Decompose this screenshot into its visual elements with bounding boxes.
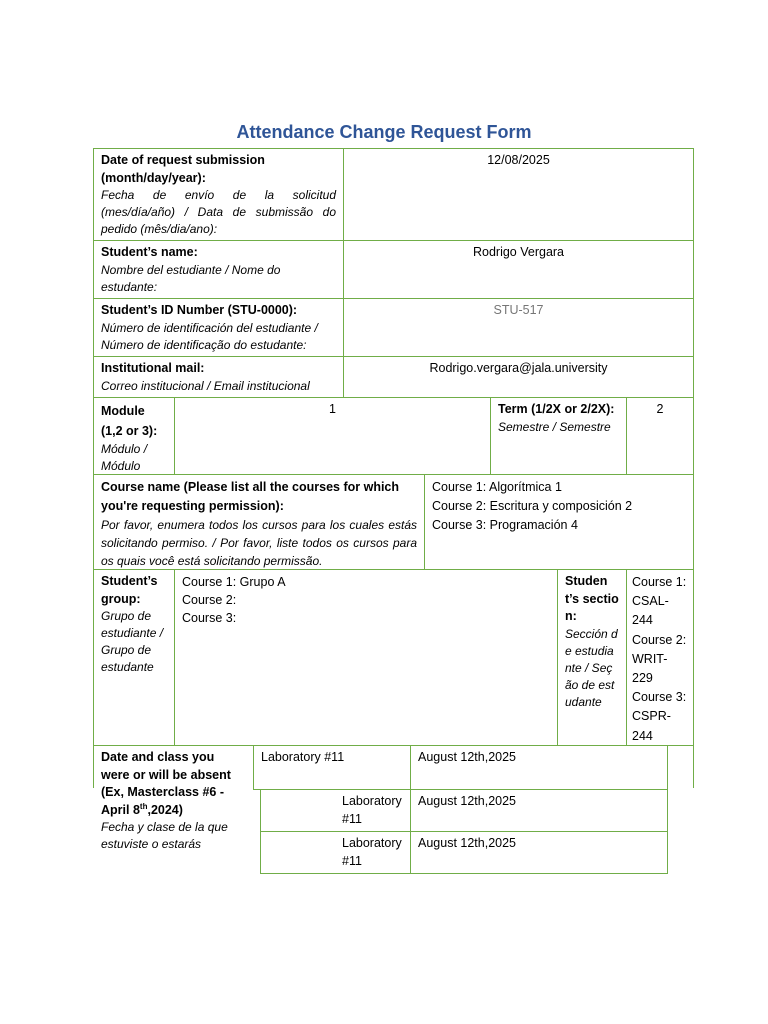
module-label: Module (1,2 or 3): xyxy=(101,404,158,438)
group-course-2: Course 2: xyxy=(182,593,237,607)
student-name-label-cell xyxy=(93,240,344,299)
institutional-mail-value-cell[interactable] xyxy=(343,356,694,398)
absence-class-2-text: Laboratory #11 xyxy=(342,794,402,826)
absence-date-1[interactable] xyxy=(410,745,668,790)
institutional-mail-label-cell xyxy=(93,356,344,398)
student-id-label: Student’s ID Number (STU-0000): xyxy=(101,303,298,317)
module-value: 1 xyxy=(329,402,336,416)
section-course-3: Course 3: CSPR-244 xyxy=(632,690,687,743)
student-name-label: Student’s name: xyxy=(101,245,198,259)
form-title: Attendance Change Request Form xyxy=(236,122,532,142)
request-date-label: Date of request submission (month/day/year): xyxy=(101,153,265,185)
absence-date-1-text: August 12th,2025 xyxy=(418,750,516,764)
student-group-translation: Grupo de estudiante / Grupo de estudante xyxy=(101,609,164,674)
course-3: Course 3: Programación 4 xyxy=(432,518,578,532)
student-id-label-cell xyxy=(93,298,344,357)
absence-class-1-text: Laboratory #11 xyxy=(261,750,345,764)
request-date-value: 12/08/2025 xyxy=(487,153,550,167)
request-date-value-cell[interactable] xyxy=(343,148,694,241)
absence-date-2[interactable] xyxy=(410,789,668,832)
student-section-translation: Sección de estudiante / Seção de estudante xyxy=(565,626,618,709)
institutional-mail-translation: Correo institucional / Email institucional xyxy=(101,378,310,393)
student-section-value-cell[interactable] xyxy=(626,569,694,746)
absence-date-3[interactable] xyxy=(410,831,668,874)
request-date-label-cell xyxy=(93,148,344,241)
absence-class-2[interactable] xyxy=(260,789,411,832)
student-id-value: STU-517 xyxy=(493,303,544,317)
absence-label-cell xyxy=(93,745,254,851)
term-label: Term (1/2X or 2/2X): xyxy=(498,402,615,416)
institutional-mail-label: Institutional mail: xyxy=(101,361,205,375)
absence-date-3-text: August 12th,2025 xyxy=(418,836,516,850)
term-translation: Semestre / Semestre xyxy=(498,419,611,434)
course-name-translation: Por favor, enumera todos los cursos para los cuales estás solicitando permiso. / Por favor, liste todos os cursos para os quais você está solicitando permissão. xyxy=(101,518,417,568)
absence-label-sup: th xyxy=(139,801,148,811)
student-name-value: Rodrigo Vergara xyxy=(472,245,565,259)
student-id-value-cell[interactable] xyxy=(343,298,694,357)
student-group-value-cell[interactable] xyxy=(174,569,558,746)
section-course-2: Course 2: WRIT-229 xyxy=(632,632,687,686)
term-label-cell xyxy=(490,397,627,475)
student-section-label-cell xyxy=(557,569,627,746)
section-course-1: Course 1: CSAL-244 xyxy=(632,575,687,628)
group-course-1: Course 1: Grupo A xyxy=(182,575,286,589)
course-1: Course 1: Algorítmica 1 xyxy=(432,480,562,494)
module-value-cell[interactable] xyxy=(174,397,491,475)
course-list-cell[interactable] xyxy=(424,474,694,570)
module-translation: Módulo / Módulo xyxy=(101,442,148,473)
absence-label: Date and class you were or will be absent (Ex, Masterclass #6 - April 8th,2024) xyxy=(101,750,231,817)
absence-right-edge xyxy=(666,745,694,788)
course-name-label-cell xyxy=(93,474,425,570)
course-2: Course 2: Escritura y composición 2 xyxy=(432,499,633,513)
term-value: 2 xyxy=(656,402,664,416)
student-id-translation: Número de identificación del estudiante / Número de identificação do estudante: xyxy=(101,320,318,352)
absence-class-1[interactable] xyxy=(253,745,411,790)
student-group-label: Student’s group: xyxy=(101,574,158,606)
term-value-cell[interactable] xyxy=(626,397,694,475)
absence-date-2-text: August 12th,2025 xyxy=(418,794,516,808)
group-course-3: Course 3: xyxy=(182,611,237,625)
module-label-cell xyxy=(93,397,175,475)
absence-class-3[interactable] xyxy=(260,831,411,874)
student-section-label: Student’s section: xyxy=(565,574,619,623)
absence-class-3-text: Laboratory #11 xyxy=(342,836,402,868)
course-name-label: Course name (Please list all the courses for which you're requesting permission): xyxy=(101,480,400,513)
student-name-value-cell[interactable] xyxy=(343,240,694,299)
student-name-translation: Nombre del estudiante / Nome do estudante: xyxy=(101,262,281,294)
request-date-translation: Fecha de envío de la solicitud (mes/día/año) / Data de submissão do pedido (mês/dia/ano): xyxy=(101,188,336,236)
absence-translation: Fecha y clase de la que estuviste o estarás xyxy=(101,820,228,851)
institutional-mail-value: Rodrigo.vergara@jala.university xyxy=(429,361,608,375)
student-group-label-cell xyxy=(93,569,175,746)
